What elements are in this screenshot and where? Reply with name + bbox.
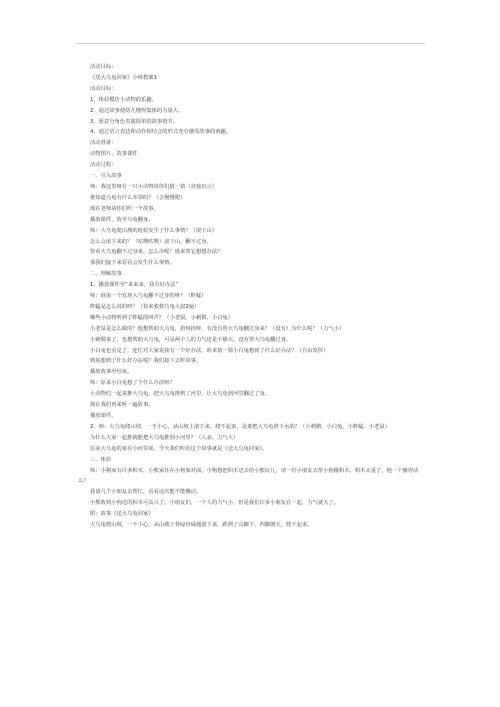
text-line: 那我们接下来看看会发生什么事情。	[90, 260, 175, 267]
section-heading: 一、引入故事	[90, 173, 122, 180]
text-line: 你看大乌龟翻不过身来，怎么办呢？谁来帮它想想办法？	[90, 249, 223, 256]
text-line: 小老鼠是怎么做的？他想帮助大乌龟，抬呀抬呀，有没有帮大乌龟翻过身来？（没有）为什么呢？（力气小）	[90, 325, 345, 332]
story-heading: 附：故事《送大乌龟回家》	[90, 510, 154, 517]
text-line: 现在我们再来听一遍故事。	[90, 402, 154, 409]
text-line: 现在老师请你们听一个故事。	[90, 205, 159, 212]
text-line: 小动物们一起来推大乌龟，把大乌龟推到了河里，让大乌龟到河里翻过了身。	[90, 391, 271, 398]
text-line: 原来大乌龟的家在小河里面，今天我们听的这个故事就是《送大乌龟回家》。	[90, 445, 268, 452]
text-line: 师：小狗家有许多积木，小熊家住在小狗家对面，小狗想把积木送去给小熊玩儿，请一位小朋友去帮小狗搬积木。积木太重了，他一个搬得动么？	[78, 467, 419, 485]
text-line: 播放课件。	[90, 413, 117, 419]
lesson-title: 《送大乌龟回家》小班教案1	[90, 74, 157, 81]
text-line: 怎么会滚下来的？（咕噜咕噜）滚下山，翻不过身。	[90, 238, 212, 245]
text-line: 1、体验模仿小动物的乐趣。	[90, 96, 157, 103]
text-line: 活动准备：	[90, 140, 117, 147]
text-line: 活动目标：	[90, 64, 117, 70]
text-line: 到底想到了什么好办法呢？我们接下去听故事。	[90, 358, 202, 365]
text-line: 2、通过故事使幼儿懂得集体的力量大。	[90, 107, 184, 114]
text-line: 师：我这里呀有一只小动物请你们猜一猜（直接出示）	[90, 183, 218, 190]
text-line: 播放故事至结束。	[90, 369, 133, 376]
text-line: 为什么大家一起推就能把大乌龟推到小河里？（人多，力气大）	[90, 434, 239, 441]
text-line: 谁知道乌龟有什么本领吗？（会慢慢爬）	[90, 194, 186, 201]
text-line: 活动目标：	[90, 85, 117, 92]
text-line: 4、通过语言表达和动作相结合的形式充分感受故事的童趣。	[90, 129, 232, 136]
section-heading: 二、理解故事	[90, 271, 122, 278]
document-body	[78, 62, 424, 531]
text-line: 小白兔也看见了，连忙对大家说我有一个好办法，谁来猜一猜小白兔想到了什么好办法？（自由发挥）	[90, 347, 329, 354]
text-line: 蚱蜢是怎么说的呀？（快来救救乌龟大叔2遍）	[90, 303, 200, 310]
section-heading: 三、体验	[90, 456, 112, 463]
text-line: 大乌龟爬山坡，一不小心，从山坡上骨碌骨碌地滚下来，跌到了山脚下，四脚朝天，爬不起来。	[90, 521, 313, 528]
text-line: 3、愿意分角色表演简单的故事情节。	[90, 118, 179, 125]
text-line: 2、师：大乌龟爬山坡，一不小心，从山坡上滚下来，爬不起来，是谁把大乌龟推下水的？（小刺猬、小白兔、小蚱蜢、小老鼠）	[90, 423, 390, 430]
text-line: 小熊收到小狗送的积木可高兴了，小朋友们，一个人的力气小，但是我们许多小朋友在一起，力气就大了。	[90, 499, 339, 506]
text-line: 动物图片，故事课件	[90, 151, 138, 158]
text-line: 哪些小动物听到了蚱蜢的叫声？（小老鼠、小刺猬、小白兔）	[90, 314, 234, 321]
text-line: 我请几个小朋友去帮忙，看看这次能不能搬动。	[90, 489, 202, 495]
text-line: 活动过程：	[90, 162, 117, 169]
text-line: 1、播放课件至“来来来，我有好办法”	[90, 282, 179, 289]
text-line: 播放课件，放至乌龟翻身。	[90, 216, 154, 223]
text-line: 师：谁第一个发现大乌龟翻不过身的呀？（蚱蜢）	[90, 293, 207, 300]
text-line: 小刺猬来了，也想帮助大乌龟，可是两个人的力气还是不够大，没有帮大乌龟翻过身。	[90, 336, 292, 343]
text-line: 师：大乌龟爬山坡的时候发生了什么事情？（滚下山）	[90, 227, 218, 234]
header-rule	[75, 43, 425, 44]
text-line: 师：原来小白兔想了个什么办法呀？	[90, 380, 175, 387]
